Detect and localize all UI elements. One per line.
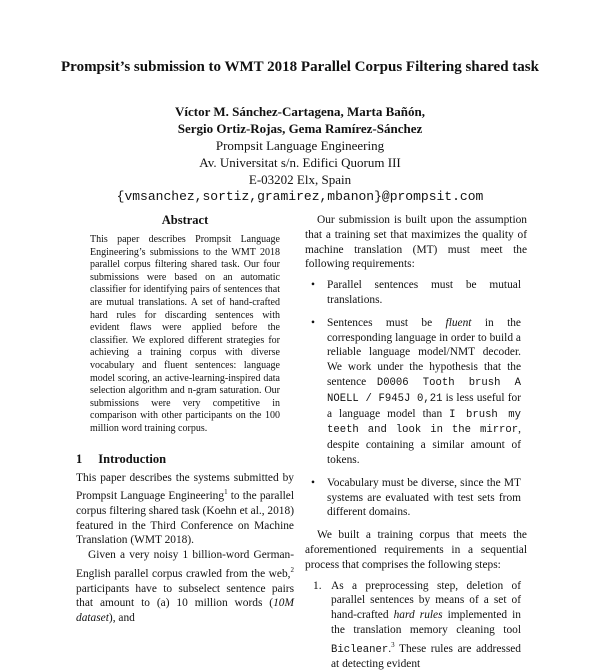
- step-emphasis: hard rules: [393, 609, 443, 622]
- footnote-marker-1: 1: [224, 488, 228, 497]
- step-text-c: .: [388, 642, 392, 655]
- intro-p2-dataset-name: 10M dataset: [76, 597, 294, 625]
- right-paragraph-1: Our submission is built upon the assumption that a training set that maximizes the quality of machine translation (MT) must meet the following requirements:: [305, 214, 527, 271]
- bullet-text: Parallel sentences must be mutual translations.: [327, 279, 521, 306]
- right-paragraph-2: We built a training corpus that meets the aforementioned requirements in a sequential process that comprises the following steps:: [305, 529, 527, 571]
- address-line-2: E-03202 Elx, Spain: [248, 172, 352, 187]
- author-emails: {vmsanchez,sortiz,gramirez,mbanon}@prompsit.com: [116, 189, 484, 204]
- bullet-text-d: , despite containing a similar amount of tokens.: [327, 423, 521, 466]
- affiliation: Prompsit Language Engineering: [215, 138, 385, 153]
- address-line-1: Av. Universitat s/n. Edifici Quorum III: [199, 155, 401, 170]
- intro-p1-text-a: This paper describes the systems submitted by Prompsit Language Engineering: [76, 471, 294, 503]
- intro-paragraph-1: [76, 471, 294, 549]
- code-example-2: I brush my teeth and look in the mirror: [327, 408, 521, 437]
- intro-p2-text-b: participants have to subselect sentence pairs that amount to (a) 10 million words (: [76, 582, 294, 610]
- abstract-text: This paper describes Prompsit Language Engineering’s submissions to the WMT 2018 parallel corpus filtering shared task. Our four submissions were based on an automatic classifier for identifying pairs of sentences that are mutual translations. A set of hand-crafted hard rules for discarding sentences with evident flaws were applied before the classifier. We explored different strategies for achieving a training corpus with diverse vocabulary and fluent sentences: language model scoring, an active-learning-inspired data selection algorithm and n-gram saturation. Our submissions were very competitive in comparison with other participants on the 100 million word training corpus.: [90, 234, 280, 434]
- bullet-text-b: in the corresponding language in order to build a reliable language model/NMT decoder. We work under the hypothesis that the sentence: [327, 316, 521, 388]
- step-text-d: These rules are addressed at detecting evident: [331, 642, 521, 671]
- list-item: [305, 316, 527, 468]
- authors-line-1: Víctor M. Sánchez-Cartagena, Marta Bañón,: [175, 104, 425, 119]
- tool-name-code: Bicleaner: [331, 643, 389, 656]
- section-title: Introduction: [98, 451, 167, 466]
- requirements-list: [305, 278, 527, 520]
- bullet-text: Vocabulary must be diverse, since the MT systems are evaluated with test sets from different domains.: [327, 476, 521, 519]
- section-number: 1: [76, 451, 83, 466]
- step-number: 1.: [313, 579, 322, 592]
- list-item: [305, 476, 527, 520]
- bullet-text-c: is less useful for a language model than: [327, 391, 521, 420]
- bullet-icon: •: [311, 476, 315, 489]
- right-column: [305, 213, 527, 672]
- intro-p1-text-b: to the parallel corpus filtering shared task (Koehn et al., 2018) featured in the Third Conference on Machine Translation (WMT 2018).: [76, 490, 294, 547]
- code-example-1: D0006 Tooth brush A NOELL / F945J 0,21: [327, 376, 521, 405]
- step-text-b: implemented in the translation memory cleaning tool: [331, 609, 521, 636]
- left-column: [76, 213, 294, 626]
- paper-title: Prompsit’s submission to WMT 2018 Parallel Corpus Filtering shared task: [61, 59, 539, 75]
- bullet-emphasis: fluent: [445, 316, 472, 329]
- list-item: [305, 278, 527, 308]
- intro-p2-text-d: ), and: [108, 612, 135, 625]
- author-block: [100, 103, 500, 205]
- bullet-icon: •: [311, 279, 315, 292]
- intro-p2-text-a: Given a very noisy 1 billion-word German-English parallel corpus crawled from the web,: [76, 549, 294, 580]
- footnote-marker-3: 3: [391, 640, 395, 649]
- bullet-icon: •: [311, 316, 315, 329]
- intro-paragraph-2: [76, 548, 294, 626]
- section-heading-introduction: [76, 452, 294, 467]
- footnote-marker-2: 2: [290, 566, 294, 575]
- list-item: [305, 579, 527, 672]
- step-text-a: As a preprocessing step, deletion of parallel sentences by means of a set of hand-crafted: [331, 579, 521, 622]
- abstract-heading: Abstract: [161, 213, 209, 227]
- authors-line-2: Sergio Ortiz-Rojas, Gema Ramírez-Sánchez: [177, 121, 423, 136]
- bullet-text-a: Sentences must be: [327, 316, 446, 329]
- steps-list: [305, 579, 527, 672]
